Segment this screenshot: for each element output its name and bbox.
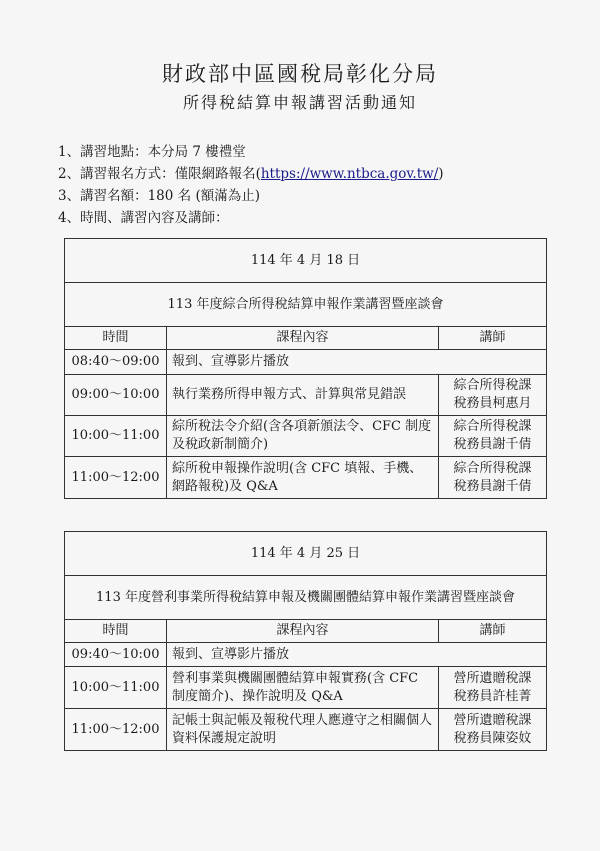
registration-link[interactable]: https://www.ntbca.gov.tw/	[260, 166, 439, 182]
row-content: 綜所稅申報操作說明(含 CFC 填報、手機、網路報稅)及 Q&A	[167, 457, 439, 499]
table-row	[65, 667, 547, 709]
col-header-content: 課程內容	[167, 327, 439, 350]
info-registration	[58, 168, 444, 182]
row-lecturer	[439, 416, 547, 457]
col-header-time: 時間	[65, 327, 167, 350]
session-date: 114 年 4 月 18 日	[65, 239, 547, 283]
row-content: 報到、宣導影片播放	[167, 643, 547, 667]
lecturer-name: 稅務員許桂菁	[453, 688, 532, 704]
row-lecturer	[439, 709, 547, 751]
schedule-table-1	[64, 238, 547, 499]
row-time: 10:00～11:00	[65, 667, 167, 709]
lecturer-name: 稅務員謝千倩	[453, 437, 532, 452]
row-time: 09:00～10:00	[65, 375, 167, 416]
info-registration-suffix: )	[438, 166, 444, 182]
session-date: 114 年 4 月 25 日	[65, 532, 547, 576]
row-content: 營利事業與機關團體結算申報實務(含 CFC 制度簡介)、操作說明及 Q&A	[167, 667, 439, 709]
row-time: 09:40～10:00	[65, 643, 167, 667]
col-header-lecturer: 講師	[439, 620, 547, 643]
row-lecturer	[439, 667, 547, 709]
table-row	[65, 709, 547, 751]
lecturer-dept: 營所遺贈稅課	[453, 712, 532, 728]
row-content: 執行業務所得申報方式、計算與常見錯誤	[167, 375, 439, 416]
row-content: 綜所稅法令介紹(含各項新頒法令、CFC 制度及稅政新制簡介)	[167, 416, 439, 457]
table-row	[65, 416, 547, 457]
row-time: 11:00～12:00	[65, 709, 167, 751]
row-content: 記帳士與記帳及報稅代理人應遵守之相關個人資料保護規定說明	[167, 709, 439, 751]
lecturer-dept: 綜合所得稅課	[453, 419, 532, 434]
lecturer-name: 稅務員謝千倩	[453, 478, 532, 494]
lecturer-name: 稅務員陳姿妏	[453, 730, 532, 746]
table-row	[65, 350, 547, 375]
info-schedule-heading: 4、時間、講習內容及講師：	[58, 210, 229, 226]
lecturer-dept: 綜合所得稅課	[453, 378, 532, 393]
row-lecturer	[439, 375, 547, 416]
session-event-title: 113 年度綜合所得稅結算申報作業講習暨座談會	[65, 283, 547, 327]
col-header-time: 時間	[65, 620, 167, 643]
row-time: 08:40～09:00	[65, 350, 167, 375]
lecturer-dept: 營所遺贈稅課	[453, 670, 532, 686]
table-row	[65, 643, 547, 667]
info-capacity: 3、講習名額：180 名 (額滿為止)	[58, 188, 260, 204]
row-content: 報到、宣導影片播放	[167, 350, 547, 375]
col-header-content: 課程內容	[167, 620, 439, 643]
row-time: 11:00～12:00	[65, 457, 167, 499]
info-registration-prefix: 2、講習報名方式：僅限網路報名(	[58, 166, 261, 182]
table-row	[65, 457, 547, 499]
schedule-table-2	[64, 531, 547, 751]
lecturer-name: 稅務員柯惠月	[453, 396, 532, 411]
page-title: 財政部中區國稅局彰化分局	[162, 62, 438, 86]
row-time: 10:00～11:00	[65, 416, 167, 457]
lecturer-dept: 綜合所得稅課	[453, 460, 532, 476]
session-event-title: 113 年度營利事業所得稅結算申報及機關團體結算申報作業講習暨座談會	[65, 576, 547, 620]
row-lecturer	[439, 457, 547, 499]
table-row	[65, 375, 547, 416]
col-header-lecturer: 講師	[439, 327, 547, 350]
page-subtitle: 所得稅結算申報講習活動通知	[182, 93, 417, 112]
info-venue: 1、講習地點：本分局 7 樓禮堂	[58, 144, 246, 160]
